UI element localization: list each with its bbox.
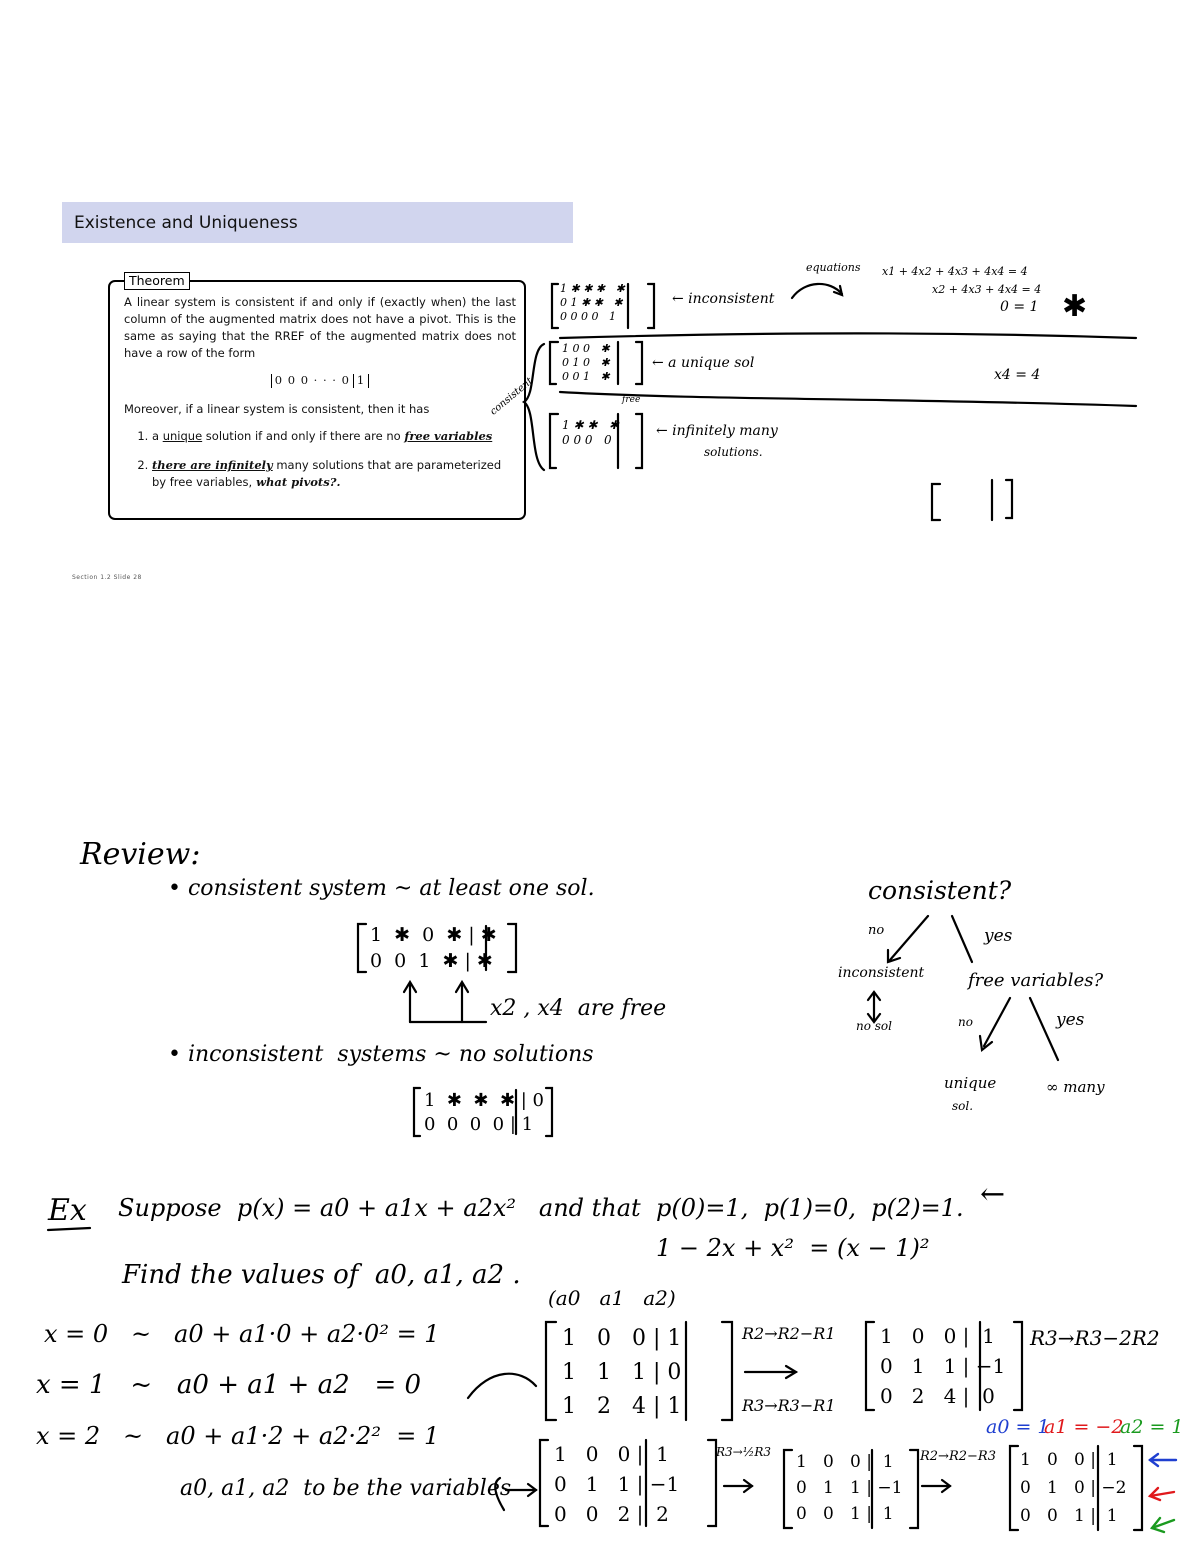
item1-underlined: unique	[162, 429, 203, 443]
matrix-unique: 1 0 0 ✱ 0 1 0 ✱ 0 0 1 ✱	[562, 342, 610, 383]
solution-a2: a2 = 1	[1120, 1416, 1184, 1438]
aug-row-2: 1 1 1 | 0	[562, 1360, 682, 1385]
slide-footer: Section 1.2 Slide 28	[72, 574, 142, 581]
note-unique-sol: ← a unique sol	[652, 355, 755, 371]
note-consistent: consistent	[488, 375, 536, 418]
theorem-label: Theorem	[124, 272, 190, 290]
op-r3-2r2: R3→R3−2R2	[1030, 1326, 1160, 1350]
step5-row-3: 0 0 1 | 1	[1020, 1506, 1118, 1526]
review-matrix1-row2: 0 0 1 ✱ | ✱	[370, 950, 493, 972]
example-eq-x2: x = 2 ~ a0 + a1·2 + a2·2² = 1	[36, 1422, 440, 1450]
tree-root: consistent?	[868, 876, 1012, 905]
tree-sol: sol.	[952, 1099, 974, 1113]
row-last-entry: 1	[356, 373, 366, 387]
example-unknowns: a0, a1, a2 to be the variables	[180, 1476, 512, 1501]
example-factored: 1 − 2x + x² = (x − 1)²	[656, 1234, 930, 1262]
tree-no-sol: no sol	[856, 1019, 892, 1033]
op-r2-r3: R2→R2−R3	[920, 1449, 996, 1464]
example-label: Ex	[48, 1193, 87, 1228]
step3-row-3: 0 0 2 | 2	[554, 1502, 669, 1526]
tree-inf-many: ∞ many	[1046, 1078, 1105, 1096]
note-eq3: 0 = 1	[1000, 299, 1039, 315]
item1-handwritten: free variables	[404, 429, 493, 443]
row-entries: 0 0 0 · · · 0	[274, 373, 350, 387]
example-statement: Suppose p(x) = a0 + a1x + a2x² and that p(0)=1, p(1)=0, p(2)=1.	[118, 1194, 964, 1222]
item2-handwritten: there are infinitely	[152, 458, 273, 472]
op-half-r3: R3→½R3	[716, 1445, 772, 1459]
note-inconsistent: ← inconsistent	[672, 291, 775, 307]
note-equations: equations	[806, 261, 861, 274]
step2-row-2: 0 1 1 | −1	[880, 1354, 1006, 1378]
arrow-left-icon: ←	[980, 1177, 1006, 1212]
step4-row-2: 0 1 1 | −1	[796, 1478, 903, 1498]
op-r3: R3→R3−R1	[742, 1396, 836, 1415]
theorem-paragraph-2: Moreover, if a linear system is consistent, then it has	[124, 402, 430, 416]
item1-post: solution if and only if there are no	[202, 429, 405, 443]
note-free: free	[622, 395, 641, 405]
step3-row-2: 0 1 1 | −1	[554, 1472, 680, 1496]
note-eq1: x1 + 4x2 + 4x3 + 4x4 = 4	[882, 265, 1028, 278]
matrix-inconsistent: 1 ✱ ✱ ✱ ✱ 0 1 ✱ ✱ ✱ 0 0 0 0 1	[560, 282, 625, 323]
solution-a0: a0 = 1	[986, 1416, 1050, 1438]
review-bullet-1: • consistent system ~ at least one sol.	[168, 876, 595, 901]
example-vars: (a0 a1 a2)	[548, 1286, 676, 1310]
op-r2: R2→R2−R1	[742, 1324, 836, 1343]
tree-free-vars: free variables?	[968, 970, 1104, 991]
step4-row-3: 0 0 1 | 1	[796, 1504, 894, 1524]
tree-unique: unique	[944, 1074, 997, 1092]
tree-no: no	[868, 923, 885, 938]
review-free-vars: x2 , x4 are free	[490, 996, 667, 1021]
step5-row-2: 0 1 0 | −2	[1020, 1478, 1127, 1498]
solution-a1: a1 = −2	[1044, 1416, 1124, 1438]
item2-handwritten-end: what pivots?.	[252, 475, 341, 489]
matrix-infinite: 1 ✱ ✱ ✱ 0 0 0 0	[562, 418, 619, 447]
step5-row-1: 1 0 0 | 1	[1020, 1450, 1118, 1470]
tree-yes: yes	[984, 926, 1013, 946]
tree-inconsistent: inconsistent	[838, 965, 925, 981]
review-matrix2-row1: 1 ✱ ✱ ✱ | 0	[424, 1090, 544, 1111]
step4-row-1: 1 0 0 | 1	[796, 1452, 894, 1472]
note-solutions: solutions.	[704, 445, 763, 459]
review-bullet-2: • inconsistent systems ~ no solutions	[168, 1042, 594, 1067]
example-task: Find the values of a0, a1, a2 .	[122, 1260, 521, 1290]
item2-post: many solutions that are parameterized by free variables,	[152, 458, 502, 489]
note-x4: x4 = 4	[994, 367, 1041, 383]
note-infinitely: ← infinitely many	[656, 423, 778, 439]
aug-row-3: 1 2 4 | 1	[562, 1394, 682, 1419]
theorem-paragraph-1: A linear system is consistent if and only if (exactly when) the last column of the augmented matrix does not have a pivot. This is the same as saying that the RREF of the augmented matrix does not have a row of the form	[124, 295, 516, 360]
note-eq2: x2 + 4x3 + 4x4 = 4	[932, 283, 1042, 296]
star-icon: ✱	[1062, 289, 1088, 324]
tree-no-2: no	[958, 1015, 973, 1029]
tree-yes-2: yes	[1056, 1010, 1085, 1030]
step3-row-1: 1 0 0 | 1	[554, 1442, 669, 1466]
review-matrix1-row1: 1 ✱ 0 ✱ | ✱	[370, 924, 497, 946]
slide-title: Existence and Uniqueness	[62, 202, 573, 243]
example-eq-x0: x = 0 ~ a0 + a1·0 + a2·0² = 1	[44, 1320, 440, 1348]
review-heading: Review:	[80, 837, 201, 872]
item1-pre: a	[152, 429, 163, 443]
step2-row-1: 1 0 0 | 1	[880, 1324, 995, 1348]
review-matrix2-row2: 0 0 0 0 | 1	[424, 1114, 534, 1135]
example-eq-x1: x = 1 ~ a0 + a1 + a2 = 0	[36, 1370, 422, 1400]
aug-row-1: 1 0 0 | 1	[562, 1326, 682, 1351]
step2-row-3: 0 2 4 | 0	[880, 1384, 995, 1408]
